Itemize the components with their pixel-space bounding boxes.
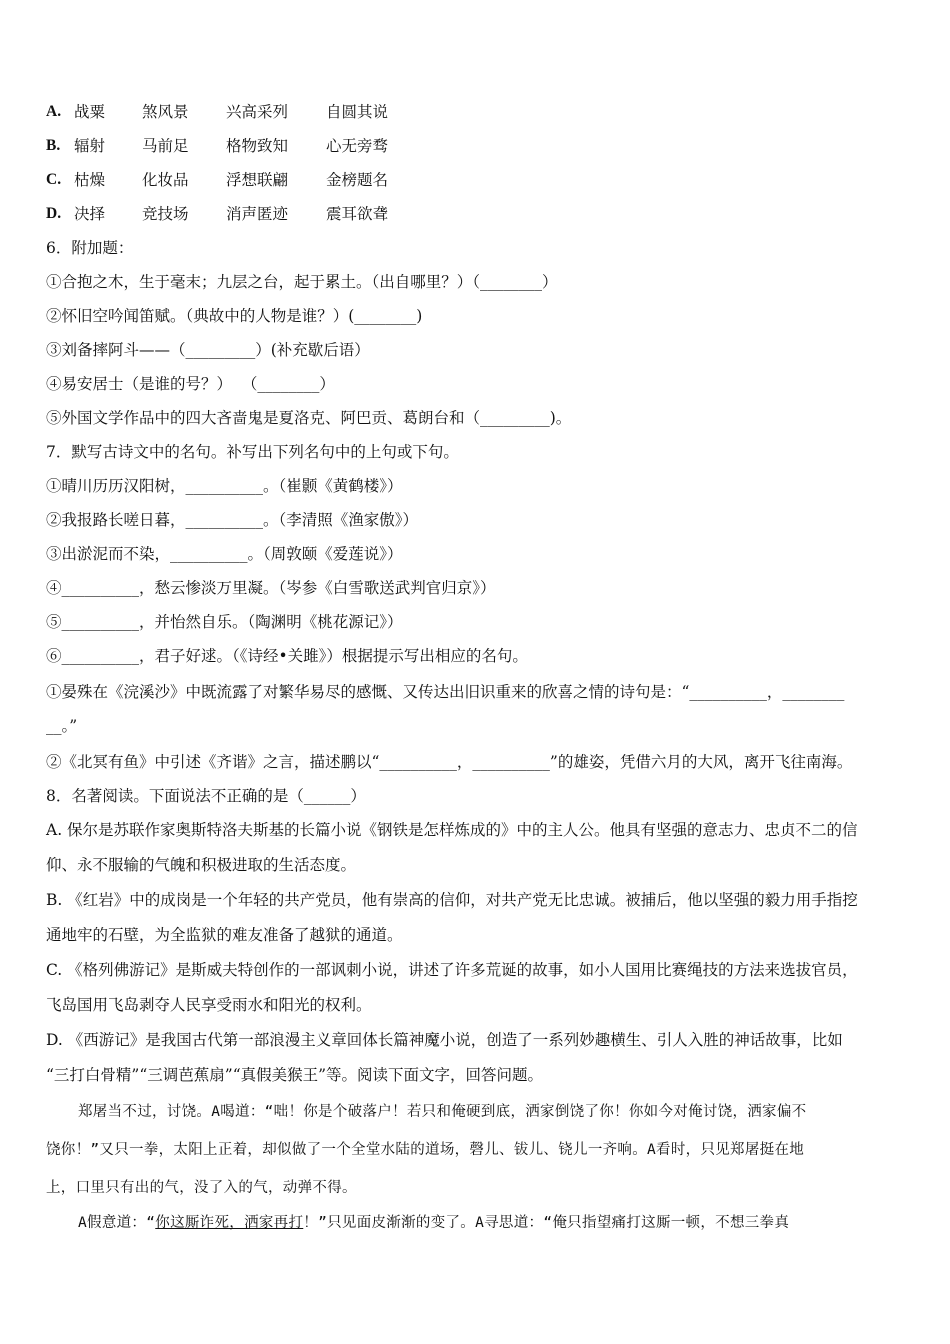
option-word: 金榜题名 [326, 171, 389, 189]
passage-paragraph-1-line-2: 饶你！”又只一拳，太阳上正着，却似做了一个全堂水陆的道场，磬儿、钹儿、铙儿一齐响。A看时，只见郑屠挺在地 [46, 1142, 805, 1158]
question-8-option-d: D. 《西游记》是我国古代第一部浪漫主义章回体长篇神魔小说，创造了一系列妙趣横生、引人入胜的神话故事，比如 [46, 1031, 843, 1049]
passage-paragraph-1-line-3: 上，口里只有出的气，没了入的气，动弹不得。 [46, 1180, 357, 1196]
option-word: 马前足 [142, 137, 189, 155]
question-6-item-2: ②怀旧空吟闻笛赋。（典故中的人物是谁？）(________) [46, 307, 423, 325]
option-word: 自圆其说 [326, 103, 389, 121]
question-6-item-4: ④易安居士（是谁的号？） （________） [46, 375, 335, 393]
option-word: 格物致知 [226, 137, 289, 155]
question-8-option-a-cont: 仰、永不服输的气魄和积极进取的生活态度。 [46, 856, 357, 874]
underlined-quote: 你这厮诈死，洒家再打 [155, 1215, 304, 1231]
question-7-extra-1-cont: __。” [46, 717, 78, 735]
option-word: 决择 [74, 205, 106, 223]
option-letter: C. [46, 171, 62, 188]
option-word: 浮想联翩 [226, 171, 289, 189]
question-8-option-b-cont: 通地牢的石壁，为全监狱的难友准备了越狱的通道。 [46, 926, 403, 944]
option-word: 煞风景 [142, 103, 189, 121]
question-6-title: 6．附加题： [46, 239, 134, 257]
option-word: 战粟 [74, 103, 106, 121]
question-7-item-1: ①晴川历历汉阳树，__________。（崔颢《黄鹤楼》） [46, 477, 403, 495]
option-letter: D. [46, 205, 62, 222]
question-7-item-2: ②我报路长嗟日暮，__________。（李清照《渔家傲》） [46, 511, 419, 529]
question-7-extra-1: ①晏殊在《浣溪沙》中既流露了对繁华易尽的感慨、又传达出旧识重来的欣喜之情的诗句是：“__________，________ [46, 683, 845, 701]
option-letter: A. [46, 103, 62, 120]
question-7-title: 7．默写古诗文中的名句。补写出下列名句中的上句或下句。 [46, 443, 459, 461]
passage-text: ！”只见面皮渐渐的变了。A寻思道：“俺只指望痛打这厮一顿，不想三拳真 [303, 1215, 790, 1231]
question-7-extra-2: ②《北冥有鱼》中引述《齐谐》之言，描述鹏以“__________，__________”的雄姿，凭借六月的大风，离开飞往南海。 [46, 753, 853, 771]
question-8-option-a: A. 保尔是苏联作家奥斯特洛夫斯基的长篇小说《钢铁是怎样炼成的》中的主人公。他具有坚强的意志力、忠贞不二的信 [46, 821, 858, 839]
question-8-option-d-cont: “三打白骨精”“三调芭蕉扇”“真假美猴王”等。阅读下面文字，回答问题。 [46, 1066, 544, 1084]
question-7-item-6: ⑥__________，君子好逑。（《诗经•关雎》）根据提示写出相应的名句。 [46, 647, 528, 665]
question-8-option-b: B. 《红岩》中的成岗是一个年轻的共产党员，他有崇高的信仰，对共产党无比忠诚。被捕后，他以坚强的毅力用手指挖 [46, 891, 858, 909]
question-6-item-3: ③刘备摔阿斗——（_________）(补充歇后语） [46, 341, 370, 359]
question-8-title: 8．名著阅读。下面说法不正确的是（______） [46, 787, 366, 805]
option-word: 消声匿迹 [226, 205, 289, 223]
option-word: 枯燥 [74, 171, 106, 189]
option-word: 竞技场 [142, 205, 189, 223]
passage-text: A假意道：“ [78, 1215, 156, 1231]
option-word: 化妆品 [142, 171, 189, 189]
question-7-item-4: ④__________，愁云惨淡万里凝。（岑参《白雪歌送武判官归京》） [46, 579, 496, 597]
question-7-item-5: ⑤__________，并怡然自乐。（陶渊明《桃花源记》） [46, 613, 403, 631]
option-word: 心无旁骛 [326, 137, 389, 155]
option-letter: B. [46, 137, 61, 154]
option-word: 辐射 [74, 137, 106, 155]
question-6-item-5: ⑤外国文学作品中的四大吝啬鬼是夏洛克、阿巴贡、葛朗台和（_________)。 [46, 409, 572, 427]
option-word: 震耳欲聋 [326, 205, 389, 223]
question-8-option-c: C. 《格列佛游记》是斯威夫特创作的一部讽刺小说，讲述了许多荒诞的故事，如小人国用比赛绳技的方法来选拔官员， [46, 961, 858, 979]
question-8-option-c-cont: 飞岛国用飞岛剥夺人民享受雨水和阳光的权利。 [46, 996, 372, 1014]
passage-paragraph-1: 郑屠当不过，讨饶。A喝道：“咄！你是个破落户！若只和俺硬到底，洒家倒饶了你！你如今对俺讨饶，洒家偏不 [78, 1104, 807, 1120]
question-6-item-1: ①合抱之木，生于毫末；九层之台，起于累土。（出自哪里？）（________） [46, 273, 558, 291]
passage-paragraph-2 [78, 1213, 789, 1233]
option-word: 兴高采列 [226, 103, 289, 121]
question-7-item-3: ③出淤泥而不染，__________。（周敦颐《爱莲说》） [46, 545, 403, 563]
